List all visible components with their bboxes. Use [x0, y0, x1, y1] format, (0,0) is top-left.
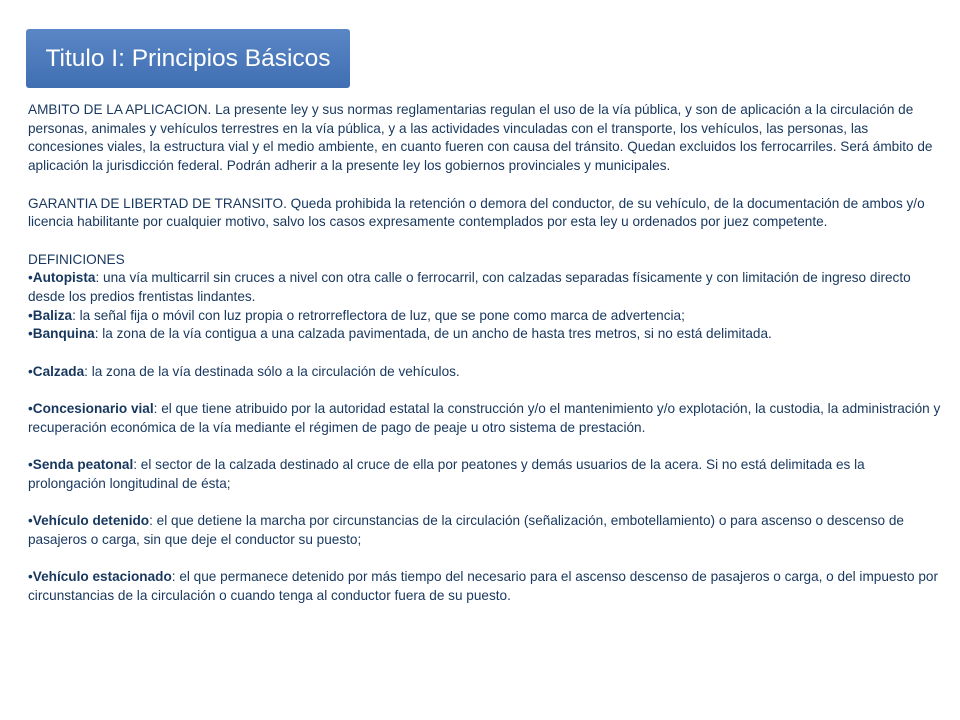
definition-term: Autopista: [32, 270, 96, 286]
spacer: [28, 382, 946, 401]
definition-term: Baliza: [32, 307, 73, 323]
slide-title: Titulo I: Principios Básicos: [26, 29, 350, 88]
definition-text: : la señal fija o móvil con luz propia o retrorreflectora de luz, que se pone como marca de advertencia;: [72, 307, 685, 323]
definition-term: Calzada: [32, 363, 85, 379]
spacer: [28, 494, 946, 513]
spacer: [28, 176, 946, 195]
definition-text: : el sector de la calzada destinado al cruce de ella por peatones y demás usuarios de la acera. Si no está delimitada es la prolongación longitudinal de ésta;: [28, 457, 865, 491]
definition-text: : el que detiene la marcha por circunstancias de la circulación (señalización, embotellamiento) o para ascenso o descenso de pasajeros o carga, sin que deje el conductor su puesto;: [28, 513, 904, 548]
definition-item-concesionario-vial: [28, 400, 946, 437]
definition-text: : el que permanece detenido por más tiempo del necesario para el ascenso descenso de pasajeros o carga, o del impuesto por circunstancias de la circulación o cuando tenga al conductor fuera de su puesto.: [28, 569, 939, 604]
definition-text: : la zona de la vía destinada sólo a la circulación de vehículos.: [84, 363, 460, 379]
definition-term: Concesionario vial: [32, 401, 154, 417]
definition-text: : la zona de la vía contigua a una calzada pavimentada, de un ancho de hasta tres metros, si no está delimitada.: [94, 326, 772, 342]
garantia-paragraph: GARANTIA DE LIBERTAD DE TRANSITO. Queda prohibida la retención o demora del conductor, de su vehículo, de la documentación de ambos y/o licencia habilitante por cualquier motivo, salvo los casos expresamente contemplados por esta ley u ordenados por juez competente.: [28, 195, 925, 230]
bullet: •: [28, 307, 33, 323]
definition-item-calzada: [28, 363, 946, 382]
bullet: •: [28, 326, 33, 342]
bullet: •: [28, 513, 33, 529]
definition-item-baliza: [28, 307, 946, 326]
definition-term: Senda peatonal: [32, 457, 134, 473]
definition-text: : el que tiene atribuido por la autoridad estatal la construcción y/o el mantenimiento y/o explotación, la custodia, la administración y recuperación económica de la vía mediante el régimen de pago de peaje u otro sistema de prestación.: [28, 401, 941, 435]
bullet: •: [28, 569, 33, 585]
definition-term: Vehículo detenido: [32, 513, 150, 529]
definition-term: Banquina: [32, 326, 95, 342]
spacer: [28, 344, 946, 363]
slide-body: [28, 101, 946, 606]
definition-term: Vehículo estacionado: [32, 569, 172, 585]
bullet: •: [28, 401, 33, 417]
definition-item-autopista: [28, 269, 946, 306]
definition-item-vehiculo-detenido: [28, 512, 946, 549]
bullet: •: [28, 363, 33, 379]
ambito-paragraph: AMBITO DE LA APLICACION. La presente ley y sus normas reglamentarias regulan el uso de la vía pública, y son de aplicación a la circulación de personas, animales y vehículos terrestres en la vía pública, y a las actividades vinculadas con el transporte, los vehículos, las personas, las concesiones viales, la estructura vial y el medio ambiente, en cuanto fueren con causa del tránsito. Quedan excluidos los ferrocarriles. Será ámbito de aplicación la jurisdicción federal. Podrán adherir a la presente ley los gobiernos provinciales y municipales.: [28, 102, 933, 174]
spacer: [28, 232, 946, 251]
spacer: [28, 438, 946, 457]
definiciones-heading: DEFINICIONES: [28, 251, 125, 267]
definition-item-vehiculo-estacionado: [28, 568, 946, 605]
bullet: •: [28, 270, 33, 286]
spacer: [28, 550, 946, 569]
definition-item-banquina: [28, 325, 946, 344]
bullet: •: [28, 457, 33, 473]
definition-text: : una vía multicarril sin cruces a nivel con otra calle o ferrocarril, con calzadas separadas físicamente y con limitación de ingreso directo desde los predios frentistas lindantes.: [28, 270, 911, 304]
definition-item-senda-peatonal: [28, 456, 946, 493]
